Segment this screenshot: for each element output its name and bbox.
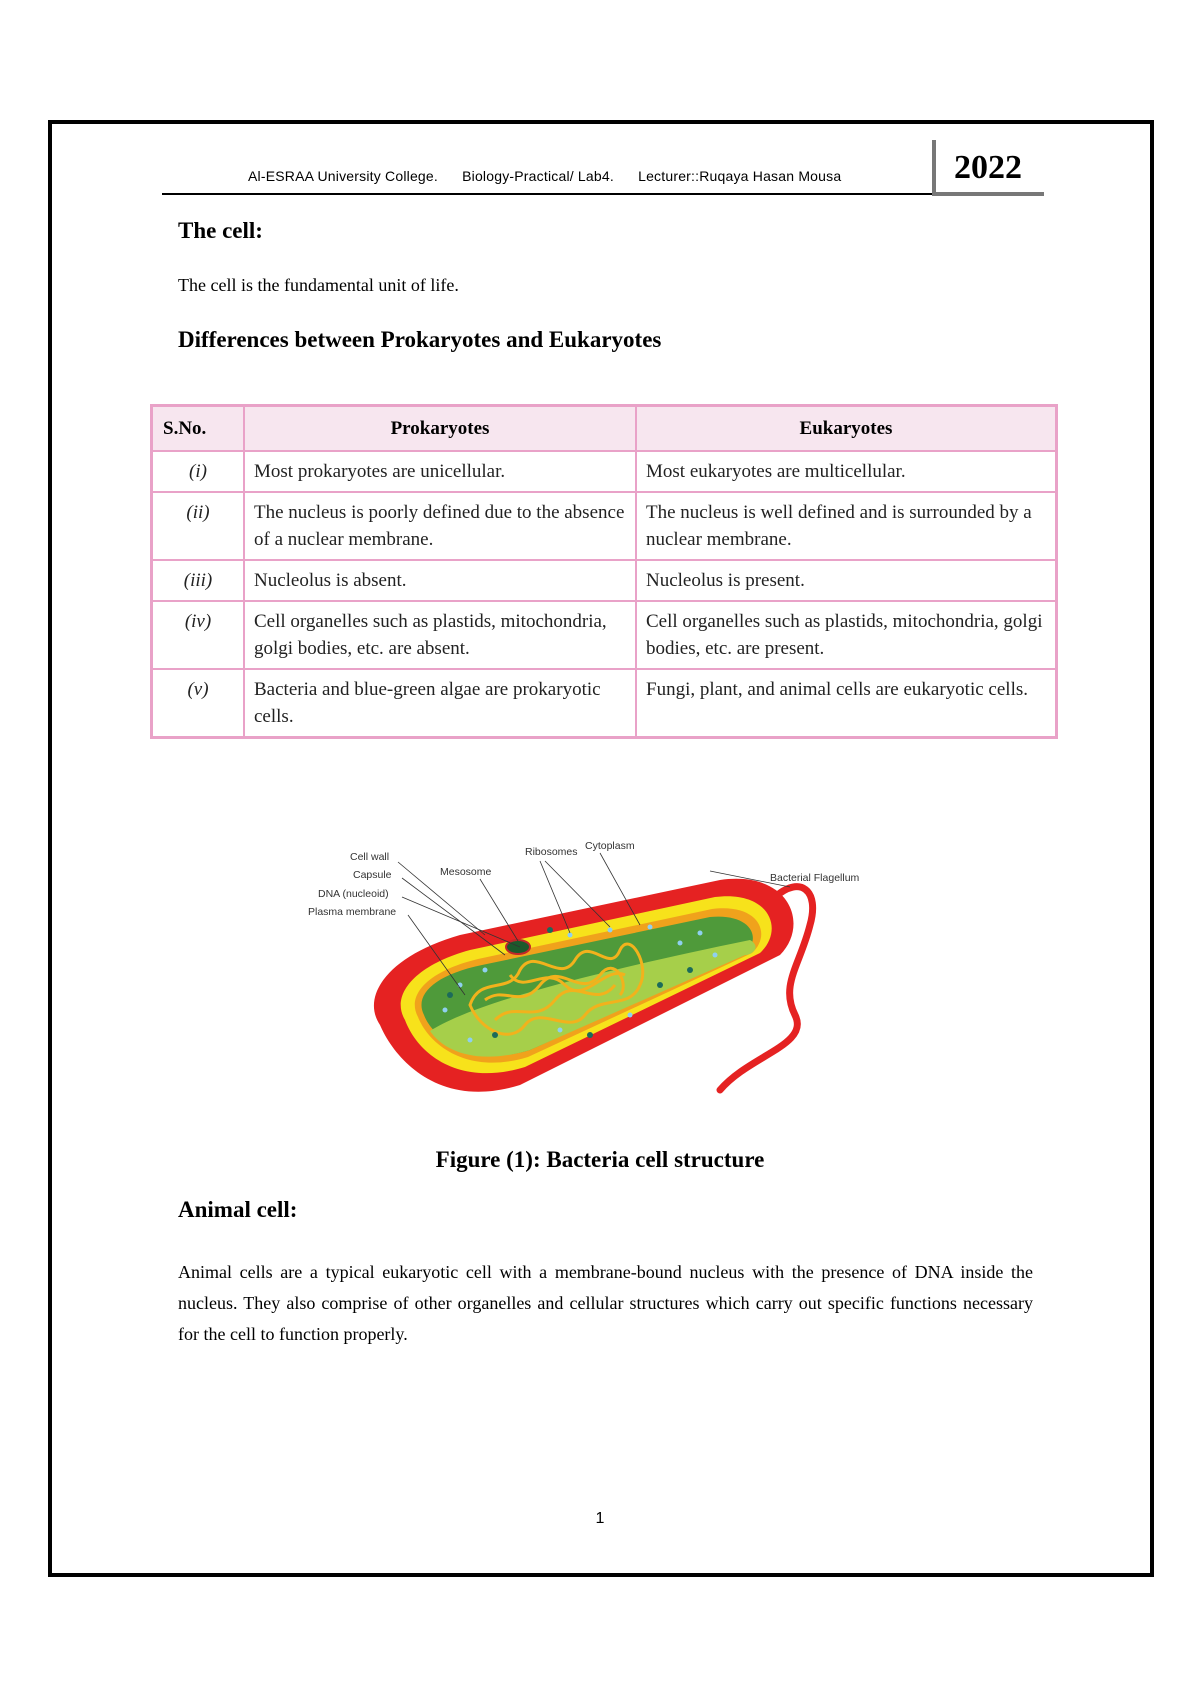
table-row: [152, 492, 1057, 560]
cell-prokaryotes: Cell organelles such as plastids, mitochondria, golgi bodies, etc. are absent.: [244, 601, 636, 669]
label-dna: DNA (nucleoid): [318, 888, 389, 900]
table-row: [152, 451, 1057, 492]
label-capsule: Capsule: [353, 869, 392, 881]
cell-definition: The cell is the fundamental unit of life.: [178, 275, 459, 295]
cell-prokaryotes: Nucleolus is absent.: [244, 560, 636, 601]
cell-eukaryotes: Fungi, plant, and animal cells are eukaryotic cells.: [636, 669, 1057, 738]
figure-caption: Figure (1): Bacteria cell structure: [435, 1147, 765, 1172]
header-college: Al-ESRAA University College.: [248, 168, 438, 184]
label-cytoplasm: Cytoplasm: [585, 840, 635, 852]
cell-sno: (i): [152, 451, 245, 492]
cell-prokaryotes: Bacteria and blue-green algae are prokaryotic cells.: [244, 669, 636, 738]
heading-differences: Differences between Prokaryotes and Eukaryotes: [178, 327, 662, 352]
header-course: Biology-Practical/ Lab4.: [462, 168, 614, 184]
cell-eukaryotes: Most eukaryotes are multicellular.: [636, 451, 1057, 492]
cell-prokaryotes: Most prokaryotes are unicellular.: [244, 451, 636, 492]
page-number: 1: [595, 1510, 605, 1527]
cell-eukaryotes: Cell organelles such as plastids, mitochondria, golgi bodies, etc. are present.: [636, 601, 1057, 669]
label-cell-wall: Cell wall: [350, 851, 390, 863]
cell-eukaryotes: Nucleolus is present.: [636, 560, 1057, 601]
header-rule: [162, 193, 932, 195]
label-ribosomes: Ribosomes: [525, 846, 578, 858]
table-row: [152, 560, 1057, 601]
cell-sno: (iii): [152, 560, 245, 601]
heading-animal-cell: Animal cell:: [178, 1197, 298, 1222]
table-row: [152, 669, 1057, 738]
col-header-prokaryotes: Prokaryotes: [244, 406, 636, 452]
bacteria-cell-figure: [308, 835, 890, 1125]
bacteria-illustration: [374, 879, 813, 1092]
table-row: [152, 601, 1057, 669]
label-flagellum: Bacterial Flagellum: [770, 872, 860, 884]
heading-the-cell: The cell:: [178, 218, 263, 243]
cell-prokaryotes: The nucleus is poorly defined due to the absence of a nuclear membrane.: [244, 492, 636, 560]
comparison-table: [150, 404, 1058, 739]
cell-sno: (ii): [152, 492, 245, 560]
cell-sno: (iv): [152, 601, 245, 669]
cell-sno: (v): [152, 669, 245, 738]
cell-eukaryotes: The nucleus is well defined and is surrounded by a nuclear membrane.: [636, 492, 1057, 560]
label-mesosome: Mesosome: [440, 866, 492, 878]
bacteria-cell-diagram: [308, 835, 890, 1125]
col-header-eukaryotes: Eukaryotes: [636, 406, 1057, 452]
label-plasma-membrane: Plasma membrane: [308, 906, 397, 918]
col-header-sno: S.No.: [152, 406, 245, 452]
header-year: 2022: [954, 149, 1022, 186]
animal-cell-paragraph: Animal cells are a typical eukaryotic cell with a membrane-bound nucleus with the presence of DNA inside the nucleus. They also comprise of other organelles and cellular structures which carry out specific functions necessary for the cell to function properly.: [178, 1262, 1033, 1344]
header-lecturer: Lecturer::Ruqaya Hasan Mousa: [638, 168, 842, 184]
year-box: [932, 140, 1044, 196]
page-header: [162, 140, 1047, 200]
table-header-row: [152, 406, 1057, 452]
header-text: [248, 168, 861, 184]
mesosome-shape: [506, 940, 530, 954]
